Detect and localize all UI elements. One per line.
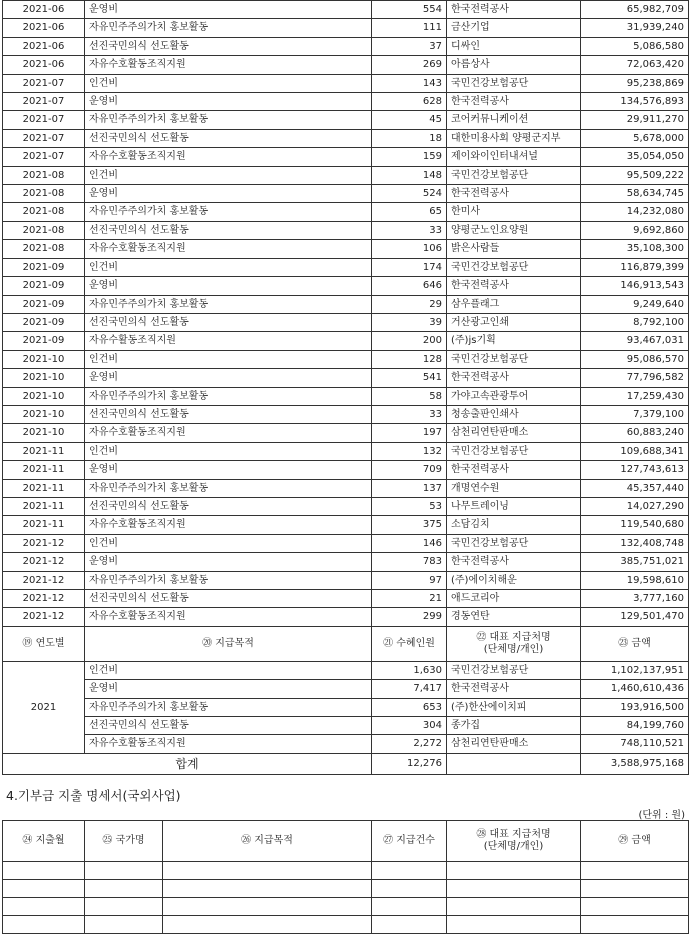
purpose-cell: 인건비 xyxy=(85,350,372,368)
overseas-header-row xyxy=(3,821,689,862)
payee-cell: 한국전력공사 xyxy=(447,553,581,571)
count-cell: 45 xyxy=(372,111,447,129)
count-cell: 646 xyxy=(372,277,447,295)
purpose-cell: 자유민주주의가치 홍보활동 xyxy=(85,698,372,716)
count-cell: 29 xyxy=(372,295,447,313)
purpose-cell: 선진국민의식 선도활동 xyxy=(85,37,372,55)
header-payee-line2: (단체명/개인) xyxy=(483,643,544,655)
count-cell: 1,630 xyxy=(372,661,447,679)
empty-cell xyxy=(3,862,85,880)
month-cell: 2021-09 xyxy=(3,258,85,276)
purpose-cell: 자유수호활동조직지원 xyxy=(85,56,372,74)
purpose-cell: 인건비 xyxy=(85,442,372,460)
table-row xyxy=(3,37,689,55)
monthly-rows xyxy=(3,1,689,627)
count-cell: 53 xyxy=(372,497,447,515)
month-cell: 2021-10 xyxy=(3,387,85,405)
payee-cell: 양평군노인요양원 xyxy=(447,221,581,239)
amount-cell: 77,796,582 xyxy=(581,369,689,387)
table-row xyxy=(3,479,689,497)
amount-cell: 7,379,100 xyxy=(581,405,689,423)
purpose-cell: 운영비 xyxy=(85,369,372,387)
table-row xyxy=(3,862,689,880)
count-cell: 106 xyxy=(372,240,447,258)
table-row xyxy=(3,74,689,92)
table-row xyxy=(3,424,689,442)
month-cell: 2021-06 xyxy=(3,19,85,37)
payee-cell: 국민건강보험공단 xyxy=(447,661,581,679)
table-row xyxy=(3,698,689,716)
header-amount: ㉓ 금액 xyxy=(581,626,689,661)
purpose-cell: 자유수활동조직지원 xyxy=(85,332,372,350)
purpose-cell: 인건비 xyxy=(85,661,372,679)
amount-cell: 119,540,680 xyxy=(581,516,689,534)
header-purpose: ⑳ 지급목적 xyxy=(85,626,372,661)
amount-cell: 129,501,470 xyxy=(581,608,689,626)
purpose-cell: 자유수호활동조직지원 xyxy=(85,424,372,442)
table-row xyxy=(3,56,689,74)
overseas-rows xyxy=(3,862,689,934)
header-count: ㉗ 지급건수 xyxy=(372,821,447,862)
payee-cell: 금산기업 xyxy=(447,19,581,37)
month-cell: 2021-08 xyxy=(3,240,85,258)
table-row xyxy=(3,350,689,368)
header-amount: ㉙ 금액 xyxy=(581,821,689,862)
empty-cell xyxy=(372,916,447,934)
amount-cell: 146,913,543 xyxy=(581,277,689,295)
amount-cell: 95,086,570 xyxy=(581,350,689,368)
count-cell: 653 xyxy=(372,698,447,716)
unit-label: (단위 : 원) xyxy=(638,810,685,821)
purpose-cell: 선진국민의식 선도활동 xyxy=(85,313,372,331)
empty-cell xyxy=(3,898,85,916)
purpose-cell: 자유민주주의가치 홍보활동 xyxy=(85,295,372,313)
table-row xyxy=(3,93,689,111)
empty-cell xyxy=(447,898,581,916)
amount-cell: 45,357,440 xyxy=(581,479,689,497)
table-row xyxy=(3,258,689,276)
month-cell: 2021-08 xyxy=(3,221,85,239)
payee-cell: (주)js기획 xyxy=(447,332,581,350)
purpose-cell: 선진국민의식 선도활동 xyxy=(85,221,372,239)
amount-cell: 72,063,420 xyxy=(581,56,689,74)
table-row xyxy=(3,221,689,239)
amount-cell: 58,634,745 xyxy=(581,185,689,203)
amount-cell: 748,110,521 xyxy=(581,735,689,753)
payee-cell: 한미사 xyxy=(447,203,581,221)
empty-cell xyxy=(163,898,372,916)
table-row xyxy=(3,148,689,166)
payee-cell: 코어커뮤니케이션 xyxy=(447,111,581,129)
payee-cell: 소담김치 xyxy=(447,516,581,534)
payee-cell: (주)한산에이치피 xyxy=(447,698,581,716)
domestic-expenditure-table xyxy=(2,0,689,775)
payee-cell: 밝은사람들 xyxy=(447,240,581,258)
payee-cell: 대한미용사회 양평군지부 xyxy=(447,129,581,147)
empty-cell xyxy=(85,898,163,916)
count-cell: 541 xyxy=(372,369,447,387)
empty-cell xyxy=(163,916,372,934)
amount-cell: 60,883,240 xyxy=(581,424,689,442)
payee-cell: 한국전력공사 xyxy=(447,369,581,387)
table-row xyxy=(3,680,689,698)
purpose-cell: 운영비 xyxy=(85,461,372,479)
month-cell: 2021-10 xyxy=(3,405,85,423)
header-year: ⑲ 연도별 xyxy=(3,626,85,661)
empty-cell xyxy=(372,880,447,898)
month-cell: 2021-07 xyxy=(3,74,85,92)
table-row xyxy=(3,534,689,552)
purpose-cell: 자유민주주의가치 홍보활동 xyxy=(85,111,372,129)
payee-cell: 종가집 xyxy=(447,717,581,735)
count-cell: 65 xyxy=(372,203,447,221)
table-row xyxy=(3,332,689,350)
table-row xyxy=(3,497,689,515)
amount-cell: 109,688,341 xyxy=(581,442,689,460)
purpose-cell: 운영비 xyxy=(85,93,372,111)
amount-cell: 3,777,160 xyxy=(581,590,689,608)
count-cell: 375 xyxy=(372,516,447,534)
amount-cell: 9,692,860 xyxy=(581,221,689,239)
count-cell: 21 xyxy=(372,590,447,608)
count-cell: 159 xyxy=(372,148,447,166)
payee-cell: 국민건강보험공단 xyxy=(447,350,581,368)
payee-cell: 삼천리연탄판매소 xyxy=(447,735,581,753)
count-cell: 128 xyxy=(372,350,447,368)
payee-cell: 한국전력공사 xyxy=(447,93,581,111)
table-row xyxy=(3,313,689,331)
month-cell: 2021-09 xyxy=(3,332,85,350)
purpose-cell: 선진국민의식 선도활동 xyxy=(85,497,372,515)
payee-cell: 경동연탄 xyxy=(447,608,581,626)
month-cell: 2021-11 xyxy=(3,497,85,515)
payee-cell: 한국전력공사 xyxy=(447,680,581,698)
amount-cell: 116,879,399 xyxy=(581,258,689,276)
amount-cell: 84,199,760 xyxy=(581,717,689,735)
count-cell: 111 xyxy=(372,19,447,37)
purpose-cell: 자유수호활동조직지원 xyxy=(85,516,372,534)
empty-cell xyxy=(447,862,581,880)
total-amount: 3,588,975,168 xyxy=(581,753,689,774)
purpose-cell: 자유민주주의가치 홍보활동 xyxy=(85,571,372,589)
amount-cell: 14,027,290 xyxy=(581,497,689,515)
purpose-cell: 자유수호활동조직지원 xyxy=(85,240,372,258)
amount-cell: 5,086,580 xyxy=(581,37,689,55)
table-row xyxy=(3,129,689,147)
purpose-cell: 운영비 xyxy=(85,185,372,203)
month-cell: 2021-08 xyxy=(3,203,85,221)
month-cell: 2021-12 xyxy=(3,571,85,589)
table-row xyxy=(3,661,689,679)
table-row xyxy=(3,553,689,571)
empty-cell xyxy=(163,880,372,898)
month-cell: 2021-08 xyxy=(3,185,85,203)
payee-cell: 한국전력공사 xyxy=(447,185,581,203)
amount-cell: 193,916,500 xyxy=(581,698,689,716)
purpose-cell: 선진국민의식 선도활동 xyxy=(85,129,372,147)
empty-cell xyxy=(85,880,163,898)
table-row xyxy=(3,111,689,129)
empty-cell xyxy=(581,916,689,934)
count-cell: 174 xyxy=(372,258,447,276)
table-row xyxy=(3,203,689,221)
month-cell: 2021-12 xyxy=(3,608,85,626)
month-cell: 2021-07 xyxy=(3,148,85,166)
amount-cell: 132,408,748 xyxy=(581,534,689,552)
purpose-cell: 인건비 xyxy=(85,166,372,184)
purpose-cell: 자유민주주의가치 홍보활동 xyxy=(85,387,372,405)
empty-cell xyxy=(581,880,689,898)
table-row xyxy=(3,590,689,608)
table-row xyxy=(3,516,689,534)
total-empty xyxy=(447,753,581,774)
month-cell: 2021-09 xyxy=(3,313,85,331)
purpose-cell: 인건비 xyxy=(85,534,372,552)
amount-cell: 134,576,893 xyxy=(581,93,689,111)
yearly-rows xyxy=(3,661,689,753)
month-cell: 2021-07 xyxy=(3,111,85,129)
table-row xyxy=(3,240,689,258)
header-month: ㉔ 지출월 xyxy=(3,821,85,862)
payee-cell: 국민건강보험공단 xyxy=(447,74,581,92)
count-cell: 628 xyxy=(372,93,447,111)
purpose-cell: 자유수호활동조직지원 xyxy=(85,148,372,166)
count-cell: 554 xyxy=(372,1,447,19)
amount-cell: 17,259,430 xyxy=(581,387,689,405)
payee-cell: 제이와이인터내셔널 xyxy=(447,148,581,166)
count-cell: 58 xyxy=(372,387,447,405)
year-cell: 2021 xyxy=(3,661,85,753)
month-cell: 2021-10 xyxy=(3,424,85,442)
amount-cell: 385,751,021 xyxy=(581,553,689,571)
count-cell: 783 xyxy=(372,553,447,571)
total-count: 12,276 xyxy=(372,753,447,774)
amount-cell: 65,982,709 xyxy=(581,1,689,19)
payee-cell: 한국전력공사 xyxy=(447,1,581,19)
table-row xyxy=(3,295,689,313)
count-cell: 39 xyxy=(372,313,447,331)
empty-cell xyxy=(3,916,85,934)
month-cell: 2021-12 xyxy=(3,534,85,552)
purpose-cell: 선진국민의식 선도활동 xyxy=(85,717,372,735)
amount-cell: 8,792,100 xyxy=(581,313,689,331)
payee-cell: 삼천리연탄판매소 xyxy=(447,424,581,442)
month-cell: 2021-10 xyxy=(3,350,85,368)
table-row xyxy=(3,277,689,295)
header-payee-line1: ㉒ 대표 지급처명 xyxy=(476,631,551,643)
count-cell: 269 xyxy=(372,56,447,74)
month-cell: 2021-09 xyxy=(3,295,85,313)
month-cell: 2021-07 xyxy=(3,93,85,111)
month-cell: 2021-10 xyxy=(3,369,85,387)
count-cell: 709 xyxy=(372,461,447,479)
table-row xyxy=(3,185,689,203)
payee-cell: 국민건강보험공단 xyxy=(447,166,581,184)
table-row xyxy=(3,898,689,916)
count-cell: 18 xyxy=(372,129,447,147)
payee-cell: 삼우플래그 xyxy=(447,295,581,313)
header-payee xyxy=(447,821,581,862)
table-row xyxy=(3,405,689,423)
table-row xyxy=(3,369,689,387)
table-row xyxy=(3,571,689,589)
month-cell: 2021-11 xyxy=(3,442,85,460)
month-cell: 2021-06 xyxy=(3,37,85,55)
empty-cell xyxy=(581,898,689,916)
overseas-expenditure-table xyxy=(2,820,689,934)
yearly-header-row xyxy=(3,626,689,661)
table-row xyxy=(3,19,689,37)
header-payee xyxy=(447,626,581,661)
count-cell: 304 xyxy=(372,717,447,735)
empty-cell xyxy=(447,880,581,898)
amount-cell: 1,460,610,436 xyxy=(581,680,689,698)
purpose-cell: 자유민주주의가치 홍보활동 xyxy=(85,203,372,221)
count-cell: 143 xyxy=(372,74,447,92)
amount-cell: 35,108,300 xyxy=(581,240,689,258)
payee-cell: 애드코리아 xyxy=(447,590,581,608)
total-row xyxy=(3,753,689,774)
amount-cell: 1,102,137,951 xyxy=(581,661,689,679)
month-cell: 2021-08 xyxy=(3,166,85,184)
month-cell: 2021-11 xyxy=(3,516,85,534)
empty-cell xyxy=(372,898,447,916)
header-count: ㉑ 수혜인원 xyxy=(372,626,447,661)
count-cell: 33 xyxy=(372,405,447,423)
month-cell: 2021-06 xyxy=(3,1,85,19)
amount-cell: 95,509,222 xyxy=(581,166,689,184)
month-cell: 2021-09 xyxy=(3,277,85,295)
amount-cell: 31,939,240 xyxy=(581,19,689,37)
payee-cell: 개명연수원 xyxy=(447,479,581,497)
count-cell: 33 xyxy=(372,221,447,239)
count-cell: 97 xyxy=(372,571,447,589)
empty-cell xyxy=(447,916,581,934)
table-row xyxy=(3,166,689,184)
total-label: 합계 xyxy=(3,753,372,774)
payee-cell: 가야고속관광투어 xyxy=(447,387,581,405)
amount-cell: 9,249,640 xyxy=(581,295,689,313)
count-cell: 146 xyxy=(372,534,447,552)
count-cell: 197 xyxy=(372,424,447,442)
count-cell: 200 xyxy=(372,332,447,350)
month-cell: 2021-11 xyxy=(3,479,85,497)
purpose-cell: 인건비 xyxy=(85,258,372,276)
count-cell: 299 xyxy=(372,608,447,626)
purpose-cell: 운영비 xyxy=(85,553,372,571)
payee-cell: 국민건강보험공단 xyxy=(447,534,581,552)
amount-cell: 127,743,613 xyxy=(581,461,689,479)
table-row xyxy=(3,717,689,735)
month-cell: 2021-07 xyxy=(3,129,85,147)
amount-cell: 35,054,050 xyxy=(581,148,689,166)
payee-cell: 한국전력공사 xyxy=(447,461,581,479)
header-payee-line1: ㉘ 대표 지급처명 xyxy=(476,829,551,840)
empty-cell xyxy=(85,916,163,934)
empty-cell xyxy=(85,862,163,880)
count-cell: 2,272 xyxy=(372,735,447,753)
count-cell: 137 xyxy=(372,479,447,497)
amount-cell: 19,598,610 xyxy=(581,571,689,589)
payee-cell: 국민건강보험공단 xyxy=(447,258,581,276)
table-row xyxy=(3,916,689,934)
month-cell: 2021-06 xyxy=(3,56,85,74)
purpose-cell: 선진국민의식 선도활동 xyxy=(85,590,372,608)
purpose-cell: 자유민주주의가치 홍보활동 xyxy=(85,19,372,37)
count-cell: 7,417 xyxy=(372,680,447,698)
amount-cell: 29,911,270 xyxy=(581,111,689,129)
table-row xyxy=(3,461,689,479)
payee-cell: 디싸인 xyxy=(447,37,581,55)
purpose-cell: 운영비 xyxy=(85,680,372,698)
empty-cell xyxy=(163,862,372,880)
purpose-cell: 자유민주주의가치 홍보활동 xyxy=(85,479,372,497)
purpose-cell: 선진국민의식 선도활동 xyxy=(85,405,372,423)
payee-cell: 한국전력공사 xyxy=(447,277,581,295)
count-cell: 132 xyxy=(372,442,447,460)
purpose-cell: 운영비 xyxy=(85,277,372,295)
amount-cell: 14,232,080 xyxy=(581,203,689,221)
month-cell: 2021-11 xyxy=(3,461,85,479)
header-payee-line2: (단체명/개인) xyxy=(483,841,544,852)
amount-cell: 5,678,000 xyxy=(581,129,689,147)
payee-cell: 나무트레이닝 xyxy=(447,497,581,515)
header-purpose: ㉖ 지급목적 xyxy=(163,821,372,862)
payee-cell: 국민건강보험공단 xyxy=(447,442,581,460)
payee-cell: (주)에이치해운 xyxy=(447,571,581,589)
payee-cell: 거산광고인쇄 xyxy=(447,313,581,331)
month-cell: 2021-12 xyxy=(3,553,85,571)
empty-cell xyxy=(581,862,689,880)
purpose-cell: 인건비 xyxy=(85,74,372,92)
empty-cell xyxy=(372,862,447,880)
table-row xyxy=(3,442,689,460)
table-row xyxy=(3,387,689,405)
amount-cell: 93,467,031 xyxy=(581,332,689,350)
purpose-cell: 자유수호활동조직지원 xyxy=(85,608,372,626)
payee-cell: 청송출판인쇄사 xyxy=(447,405,581,423)
month-cell: 2021-12 xyxy=(3,590,85,608)
empty-cell xyxy=(3,880,85,898)
count-cell: 37 xyxy=(372,37,447,55)
table-row xyxy=(3,1,689,19)
count-cell: 148 xyxy=(372,166,447,184)
header-country: ㉕ 국가명 xyxy=(85,821,163,862)
payee-cell: 아름상사 xyxy=(447,56,581,74)
section-4-title: 4.기부금 지출 명세서(국외사업) xyxy=(6,788,181,803)
amount-cell: 95,238,869 xyxy=(581,74,689,92)
table-row xyxy=(3,880,689,898)
table-row xyxy=(3,608,689,626)
purpose-cell: 운영비 xyxy=(85,1,372,19)
table-row xyxy=(3,735,689,753)
count-cell: 524 xyxy=(372,185,447,203)
purpose-cell: 자유수호활동조직지원 xyxy=(85,735,372,753)
